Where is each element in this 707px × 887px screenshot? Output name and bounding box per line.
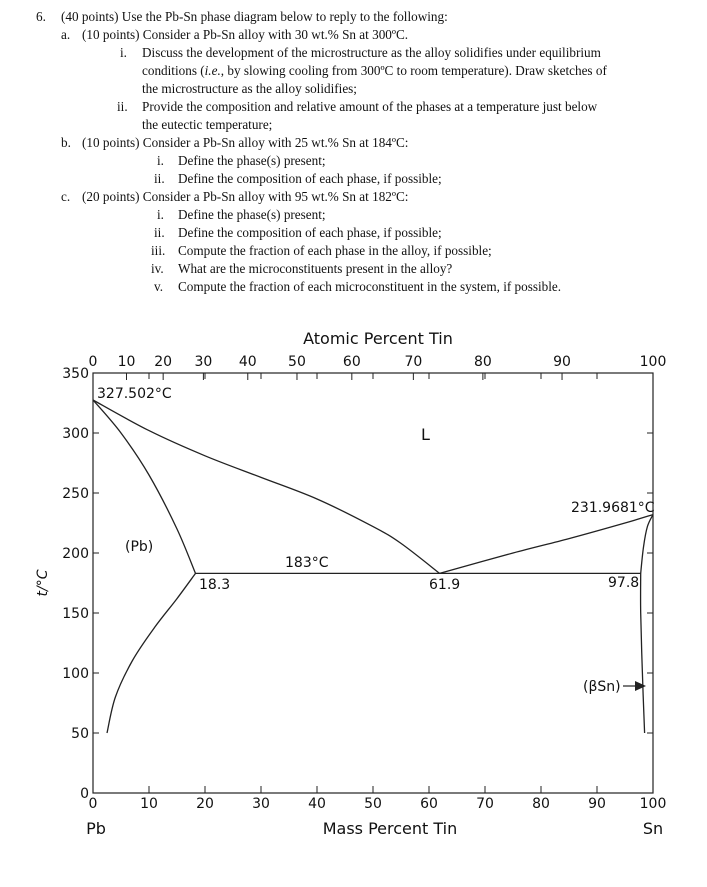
y-tick-label: 50: [71, 726, 89, 742]
top-tick-label: 50: [288, 354, 306, 370]
x-tick-label: 80: [532, 796, 550, 812]
liquid-phase-label: L: [421, 425, 430, 444]
y-tick-label: 250: [62, 486, 89, 502]
top-tick-label: 60: [342, 354, 361, 370]
beta-phase-label: (βSn): [583, 679, 621, 695]
part-c-item-v-text: Compute the fraction of each microconstituent in the system, if possible.: [178, 279, 562, 294]
part-c-item-iii-text: Compute the fraction of each phase in the alloy, if possible;: [178, 243, 492, 258]
y-tick-label: 200: [62, 546, 89, 562]
problem-intro: (40 points) Use the Pb-Sn phase diagram below to reply to the following:: [61, 9, 448, 24]
top-tick-label: 100: [639, 354, 667, 370]
part-a-item-i-line3: the microstructure as the alloy solidifies;: [142, 81, 357, 96]
y-tick-label: 300: [62, 426, 89, 442]
top-tick-label: 30: [194, 354, 213, 370]
pb-melting-point-label: 327.502°C: [97, 386, 172, 402]
y-axis-title: t/°C: [35, 569, 51, 597]
tick-labels: [62, 354, 666, 812]
x-tick-label: 70: [476, 796, 494, 812]
top-tick-label: 20: [154, 354, 173, 370]
part-a-text: (10 points) Consider a Pb-Sn alloy with 30 wt.% Sn at 300ºC.: [82, 27, 409, 42]
x-tick-label: 50: [364, 796, 382, 812]
part-c-item-ii-text: Define the composition of each phase, if possible;: [178, 225, 442, 240]
x-tick-label: 40: [308, 796, 326, 812]
y-tick-label: 100: [62, 666, 89, 682]
part-c-item-iii-label: iii.: [151, 243, 166, 258]
top-tick-label: 70: [404, 354, 423, 370]
solidus-beta-curve: [641, 515, 653, 574]
top-tick-label: 0: [88, 354, 98, 370]
x-tick-label: 30: [252, 796, 270, 812]
part-a-item-i-line1: Discuss the development of the microstructure as the alloy solidifies under equilibrium: [142, 45, 601, 60]
part-b-item-ii-text: Define the composition of each phase, if possible;: [178, 171, 442, 186]
part-c-item-v-label: v.: [154, 279, 164, 294]
sn-melting-point-label: 231.9681°C: [571, 500, 655, 516]
top-tick-label: 40: [238, 354, 257, 370]
plot-frame: [93, 373, 653, 793]
part-a-item-i-label: i.: [120, 45, 127, 60]
part-a-item-ii-line1: Provide the composition and relative amount of the phases at a temperature just below: [142, 99, 598, 114]
part-b-item-i-text: Define the phase(s) present;: [178, 153, 326, 168]
top-axis-title: Atomic Percent Tin: [303, 329, 453, 348]
tick-marks: [93, 373, 653, 793]
left-element-label: Pb: [86, 819, 106, 838]
part-c-item-iv-label: iv.: [151, 261, 164, 276]
part-b-item-ii-label: ii.: [154, 171, 165, 186]
y-tick-label: 150: [62, 606, 89, 622]
beta-solubility-label: 97.8: [608, 575, 640, 591]
liquidus-right-curve: [440, 515, 653, 574]
right-element-label: Sn: [642, 819, 664, 838]
part-a-label: a.: [61, 27, 71, 42]
alpha-phase-label: (Pb): [125, 539, 154, 555]
part-c-text: (20 points) Consider a Pb-Sn alloy with 95 wt.% Sn at 182ºC:: [82, 189, 409, 204]
eutectic-composition-label: 61.9: [429, 577, 461, 593]
beta-phase-arrowhead: [635, 681, 646, 691]
x-tick-label: 100: [639, 796, 667, 812]
part-c-item-iv-text: What are the microconstituents present in the alloy?: [178, 261, 453, 276]
problem-number: 6.: [36, 9, 46, 24]
part-a-item-i-line2: conditions (i.e., by slowing cooling from 300ºC to room temperature). Draw sketches of: [142, 63, 607, 78]
x-tick-label: 10: [140, 796, 158, 812]
solvus-alpha-curve: [107, 573, 196, 733]
part-b-label: b.: [61, 135, 71, 150]
x-tick-label: 90: [588, 796, 606, 812]
part-c-item-ii-label: ii.: [154, 225, 165, 240]
alpha-solubility-label: 18.3: [199, 577, 231, 593]
eutectic-temperature-label: 183°C: [285, 555, 329, 571]
part-c-label: c.: [61, 189, 71, 204]
part-a-item-ii-line2: the eutectic temperature;: [142, 117, 273, 132]
y-tick-label: 0: [80, 786, 89, 802]
part-a-item-ii-label: ii.: [117, 99, 128, 114]
x-tick-label: 20: [196, 796, 214, 812]
part-c-item-i-label: i.: [157, 207, 164, 222]
part-b-item-i-label: i.: [157, 153, 164, 168]
part-c-item-i-text: Define the phase(s) present;: [178, 207, 326, 222]
phase-boundaries: [93, 400, 653, 733]
solvus-beta-curve: [641, 573, 645, 733]
y-tick-label: 350: [62, 366, 89, 382]
x-axis-title: Mass Percent Tin: [322, 819, 458, 838]
x-tick-label: 60: [420, 796, 438, 812]
part-b-text: (10 points) Consider a Pb-Sn alloy with 25 wt.% Sn at 184ºC:: [82, 135, 409, 150]
top-tick-label: 90: [553, 354, 571, 370]
top-tick-label: 10: [117, 354, 136, 370]
top-tick-label: 80: [473, 354, 492, 370]
x-tick-label: 0: [88, 796, 98, 812]
